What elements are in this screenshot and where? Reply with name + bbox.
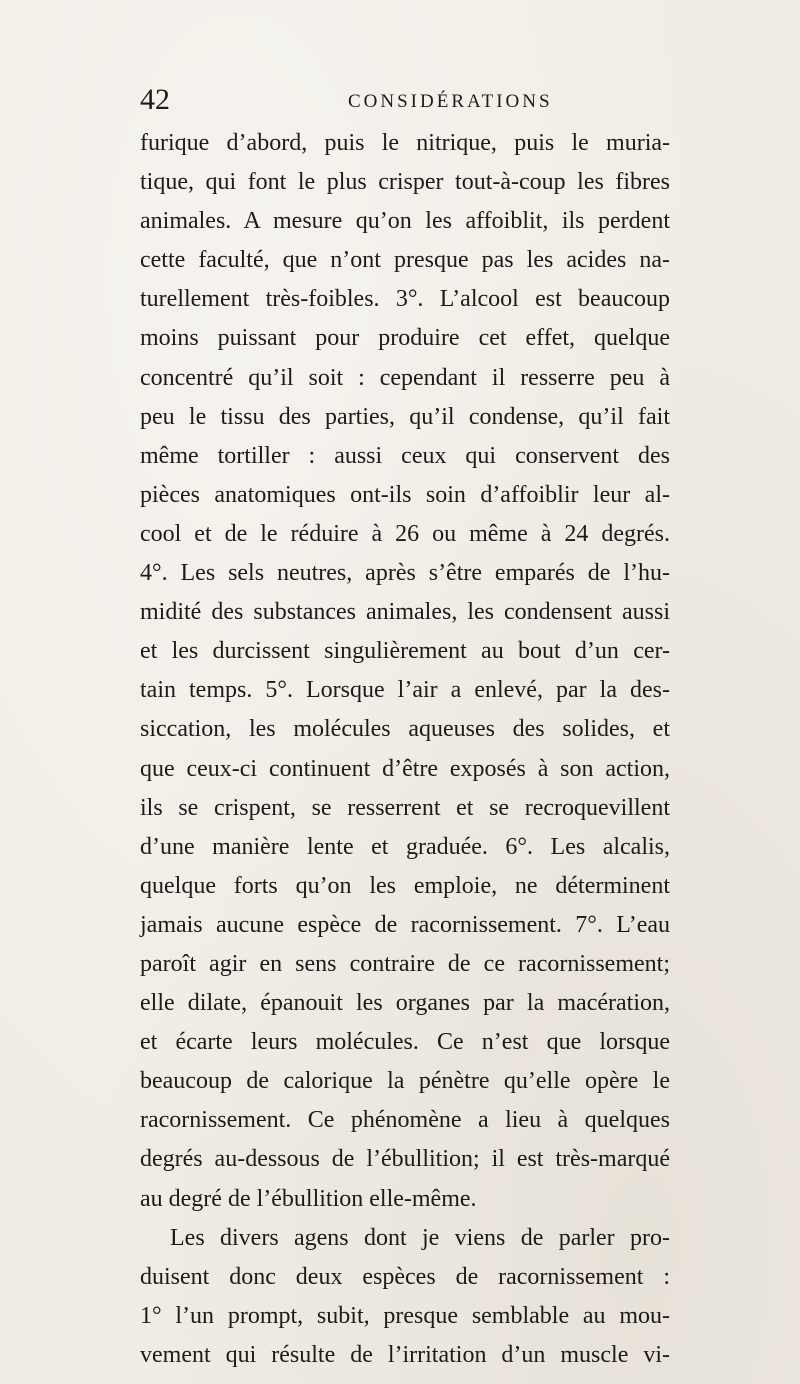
text-line: concentré qu’il soit : cependant il resserre peu à — [140, 364, 670, 391]
text-line: duisent donc deux espèces de racornissement : — [140, 1263, 670, 1290]
text-line: d’une manière lente et graduée. 6°. Les alcalis, — [140, 833, 670, 860]
text-line: midité des substances animales, les condensent aussi — [140, 599, 670, 626]
text-line: turellement très-foibles. 3°. L’alcool est beaucoup — [140, 286, 670, 313]
text-line: degrés au-dessous de l’ébullition; il est très-marqué — [140, 1146, 670, 1173]
text-line: ils se crispent, se resserrent et se recroquevillent — [140, 794, 670, 821]
text-line: au degré de l’ébullition elle-même. — [140, 1185, 477, 1212]
page-number: 42 — [140, 83, 170, 116]
running-title: CONSIDÉRATIONS — [348, 91, 553, 112]
text-line: animales. A mesure qu’on les affoiblit, ils perdent — [140, 208, 670, 235]
text-line: quelque forts qu’on les emploie, ne déterminent — [140, 872, 670, 899]
running-head — [140, 82, 670, 122]
text-line: que ceux-ci continuent d’être exposés à son action, — [140, 755, 670, 782]
text-line: cool et de le réduire à 26 ou même à 24 degrés. — [140, 520, 670, 547]
text-line: même tortiller : aussi ceux qui conservent des — [140, 442, 670, 469]
text-line: cette faculté, que n’ont presque pas les acides na- — [140, 247, 670, 274]
text-line: 4°. Les sels neutres, après s’être emparés de l’hu- — [140, 560, 670, 587]
body-text — [140, 124, 670, 1375]
text-line: tique, qui font le plus crisper tout-à-coup les fibres — [140, 169, 670, 196]
text-line: pièces anatomiques ont-ils soin d’affoiblir leur al- — [140, 481, 670, 508]
text-line: tain temps. 5°. Lorsque l’air a enlevé, par la des- — [140, 677, 670, 704]
text-line: et les durcissent singulièrement au bout d’un cer- — [140, 638, 670, 665]
text-line: moins puissant pour produire cet effet, quelque — [140, 325, 670, 352]
text-line: beaucoup de calorique la pénètre qu’elle opère le — [140, 1068, 670, 1095]
text-line: Les divers agens dont je viens de parler pro- — [170, 1224, 670, 1251]
text-line: 1° l’un prompt, subit, presque semblable au mou- — [140, 1302, 670, 1329]
text-line: paroît agir en sens contraire de ce racornissement; — [140, 950, 670, 977]
text-line: siccation, les molécules aqueuses des solides, et — [140, 716, 670, 743]
text-line: racornissement. Ce phénomène a lieu à quelques — [140, 1107, 670, 1134]
text-line: peu le tissu des parties, qu’il condense, qu’il fait — [140, 403, 670, 430]
text-line: elle dilate, épanouit les organes par la macération, — [140, 990, 670, 1017]
text-line: furique d’abord, puis le nitrique, puis le muria- — [140, 130, 670, 156]
text-line: vement qui résulte de l’irritation d’un muscle vi- — [140, 1341, 670, 1368]
text-line: et écarte leurs molécules. Ce n’est que lorsque — [140, 1029, 670, 1056]
text-line: jamais aucune espèce de racornissement. 7°. L’eau — [140, 911, 670, 938]
